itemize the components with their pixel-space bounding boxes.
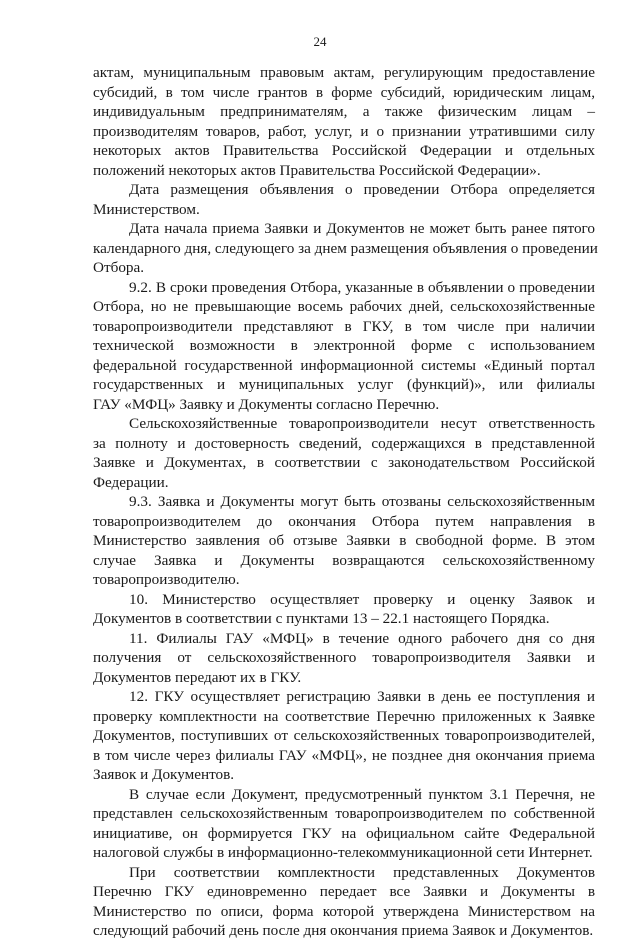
text-line: Федерации. bbox=[93, 473, 169, 491]
paragraph bbox=[93, 278, 595, 415]
paragraph bbox=[93, 414, 595, 492]
paragraph bbox=[93, 687, 595, 785]
paragraph bbox=[93, 63, 595, 180]
text-line: Документов, поступивших от сельскохозяйственных товаропроизводителей, bbox=[93, 727, 595, 744]
text-line: Документов передают их в ГКУ. bbox=[93, 668, 302, 686]
text-line: товаропроизводителю. bbox=[93, 571, 240, 588]
text-line: в том числе через филиалы ГАУ «МФЦ», не позднее дня окончания приема bbox=[93, 746, 595, 764]
text-line: Заявке и Документах, в соответствии с законодательством Российской bbox=[93, 454, 595, 471]
text-line: 9.3. Заявка и Документы могут быть отозваны сельскохозяйственным bbox=[129, 493, 595, 510]
paragraph bbox=[93, 219, 598, 278]
text-line: положений некоторых актов Правительства Российской Федерации». bbox=[93, 161, 541, 179]
text-line: Министерство заявления об отзыве Заявки в свободной форме. В этом bbox=[93, 532, 595, 549]
text-line: 12. ГКУ осуществляет регистрацию Заявки в день ее поступления и bbox=[129, 688, 595, 705]
text-line: Сельскохозяйственные товаропроизводители несут ответственность bbox=[129, 415, 595, 432]
paragraph bbox=[93, 863, 595, 941]
paragraph bbox=[93, 492, 595, 590]
text-line: федеральной государственной информационной системы «Единый портал bbox=[93, 356, 595, 374]
text-line: товаропроизводителем до окончания Отбора путем направления в bbox=[93, 512, 595, 530]
text-line: Документов в соответствии с пунктами 13 – 22.1 настоящего Порядка. bbox=[93, 610, 550, 627]
text-line: технической возможности в электронной форме с использованием bbox=[93, 337, 595, 354]
text-line: Отбора, но не превышающие восемь рабочих дней, сельскохозяйственные bbox=[93, 298, 595, 315]
text-line: Отбора. bbox=[93, 259, 145, 276]
paragraph bbox=[93, 629, 595, 688]
text-line: 9.2. В сроки проведения Отбора, указанные в объявлении о проведении bbox=[129, 278, 595, 296]
text-line: субсидий, в том числе грантов в форме субсидий, юридическим лицам, bbox=[93, 83, 595, 101]
text-line: налоговой службы в информационно-телекоммуникационной сети Интернет. bbox=[93, 844, 593, 861]
text-line: Министерством. bbox=[93, 200, 200, 218]
text-line: производителям товаров, работ, услуг, и о признании утратившими силу bbox=[93, 122, 595, 140]
text-line: В случае если Документ, предусмотренный пунктом 3.1 Перечня, не bbox=[129, 785, 595, 803]
paragraph bbox=[93, 785, 595, 863]
text-line: получения от сельскохозяйственного товаропроизводителя Заявки и bbox=[93, 649, 595, 666]
text-line: ГАУ «МФЦ» Заявку и Документы согласно Перечню. bbox=[93, 395, 440, 413]
document-body bbox=[93, 63, 598, 941]
text-line: некоторых актов Правительства Российской Федерации и отдельных bbox=[93, 142, 595, 159]
text-line: индивидуальным предпринимателям, а также физическим лицам – bbox=[93, 103, 595, 120]
text-line: Заявок и Документов. bbox=[93, 766, 235, 783]
text-line: за полноту и достоверность сведений, содержащихся в представленной bbox=[93, 434, 595, 452]
text-line: календарного дня, следующего за днем размещения объявления о проведении bbox=[93, 239, 598, 257]
text-line: Дата начала приема Заявки и Документов не может быть ранее пятого bbox=[129, 220, 595, 237]
paragraph bbox=[93, 180, 595, 219]
text-line: Перечню ГКУ единовременно передает все Заявки и Документы в bbox=[93, 883, 595, 900]
text-line: Дата размещения объявления о проведении Отбора определяется bbox=[129, 181, 595, 198]
text-line: товаропроизводители представляют в ГКУ, в том числе при наличии bbox=[93, 317, 595, 335]
text-line: 10. Министерство осуществляет проверку и оценку Заявок и bbox=[129, 590, 595, 608]
paragraph bbox=[93, 590, 595, 629]
text-line: Министерство по описи, форма которой утверждена Министерством на bbox=[93, 902, 595, 920]
page-number: 24 bbox=[313, 34, 327, 49]
text-line: инициативе, он формируется ГКУ на официальном сайте Федеральной bbox=[93, 824, 595, 842]
text-line: проверку комплектности на соответствие Перечню приложенных к Заявке bbox=[93, 707, 595, 725]
text-line: представлен сельскохозяйственным товаропроизводителем по собственной bbox=[93, 805, 595, 822]
text-line: случае Заявка и Документы возвращаются сельскохозяйственному bbox=[93, 551, 595, 569]
text-line: актам, муниципальным правовым актам, регулирующим предоставление bbox=[93, 64, 595, 81]
text-line: 11. Филиалы ГАУ «МФЦ» в течение одного рабочего дня со дня bbox=[129, 629, 595, 647]
text-line: следующий рабочий день после дня окончания приема Заявок и Документов. bbox=[93, 922, 594, 939]
text-line: При соответствии комплектности представленных Документов bbox=[129, 863, 595, 881]
text-line: государственных и муниципальных услуг (функций)», или филиалы bbox=[93, 376, 595, 393]
